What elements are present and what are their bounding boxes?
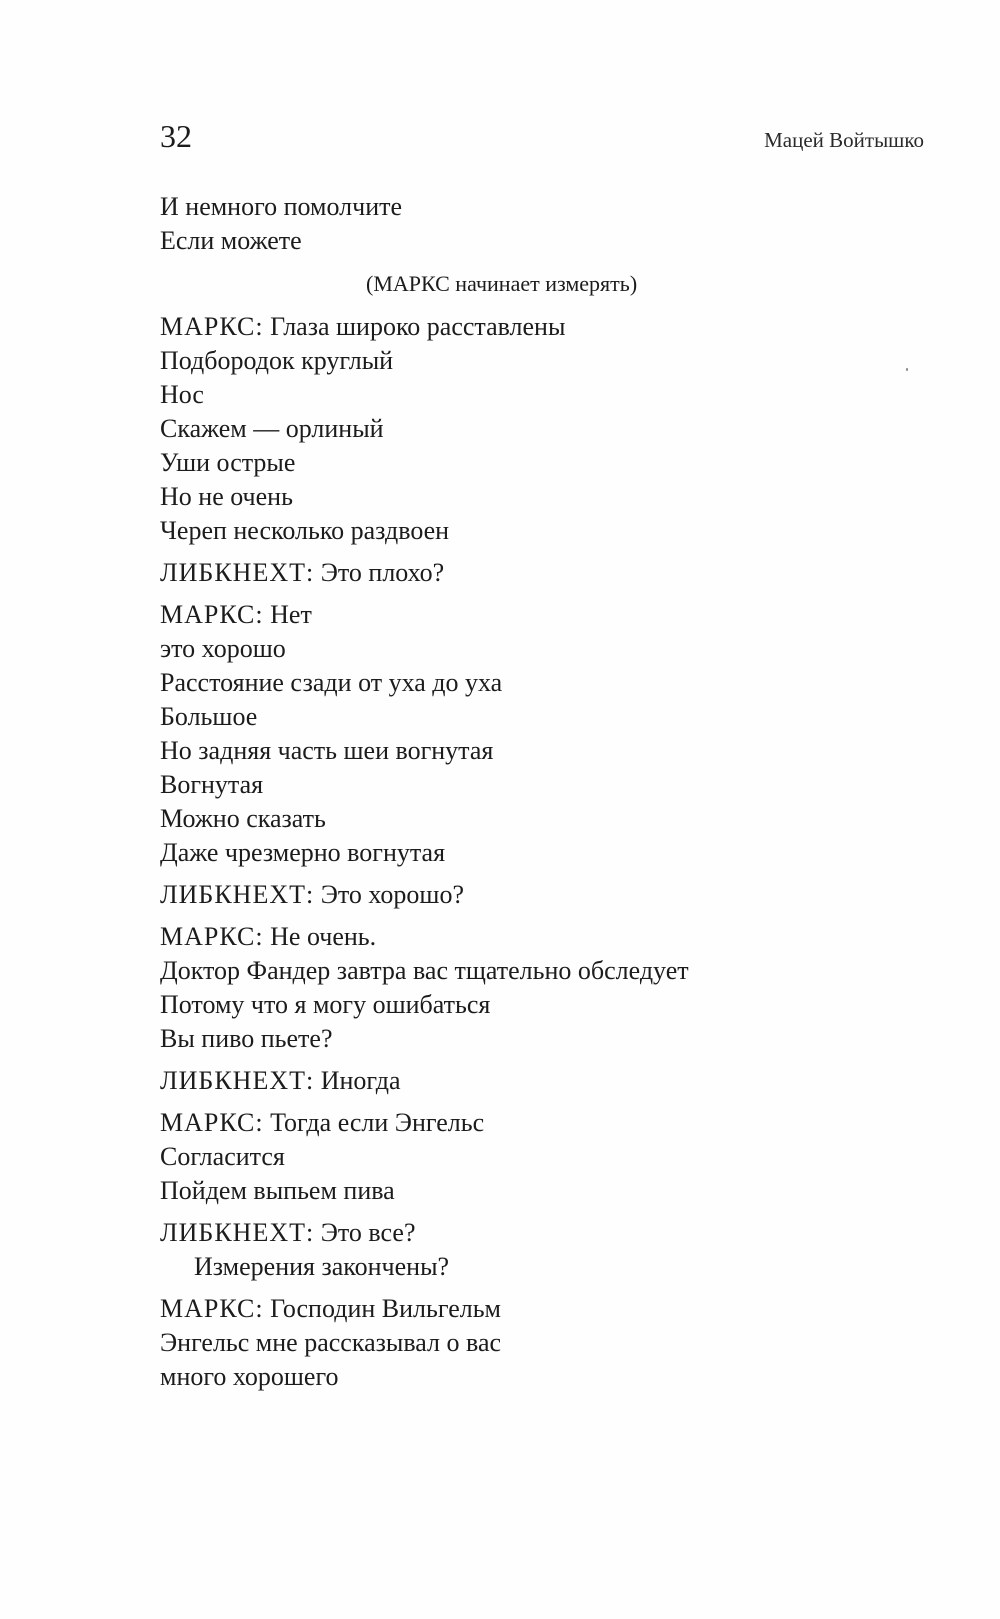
speaker-name: МАРКС: <box>160 600 264 629</box>
text-line: Но задняя часть шеи вогнутая <box>160 736 494 765</box>
text-line: Большое <box>160 702 258 731</box>
speech-block <box>160 1216 920 1284</box>
text-line: Скажем — орлиный <box>160 414 384 443</box>
speech-first-line <box>160 1292 920 1326</box>
continuation-block <box>160 190 920 258</box>
speech-first-line <box>160 1106 920 1140</box>
text-line: Подбородок круглый <box>160 346 394 375</box>
text-line: Нос <box>160 380 204 409</box>
speech-text: Глаза широко расставлены <box>270 312 566 341</box>
speaker-name: МАРКС: <box>160 1294 264 1323</box>
speech-text: Это плохо? <box>320 558 445 587</box>
text-line: Если можете <box>160 226 302 255</box>
speaker-name: МАРКС: <box>160 312 264 341</box>
speech-text: Это хорошо? <box>320 880 464 909</box>
speech-block <box>160 1292 920 1394</box>
speech-first-line <box>160 1216 920 1250</box>
text-line: Даже чрезмерно вогнутая <box>160 838 446 867</box>
speech-first-line <box>160 310 920 344</box>
speaker-name: ЛИБКНЕХТ: <box>160 558 315 587</box>
speech-block <box>160 1064 920 1098</box>
text-line: Доктор Фандер завтра вас тщательно обследует <box>160 956 689 985</box>
speech-block <box>160 1106 920 1208</box>
text-line: Энгельс мне рассказывал о вас <box>160 1328 502 1357</box>
running-head: Мацей Войтышко <box>764 128 924 152</box>
text-line: Уши острые <box>160 448 296 477</box>
text-line: Вы пиво пьете? <box>160 1024 333 1053</box>
speech-first-line <box>160 878 920 912</box>
speech-block <box>160 556 920 590</box>
speech-first-line <box>160 556 920 590</box>
speech-block <box>160 310 920 548</box>
speech-block <box>160 920 920 1056</box>
speech-text: Иногда <box>320 1066 401 1095</box>
speech-text: Нет <box>270 600 312 629</box>
text-line: это хорошо <box>160 634 286 663</box>
page-number: 32 <box>160 118 192 154</box>
speech-text: Господин Вильгельм <box>270 1294 502 1323</box>
play-text <box>160 190 920 1402</box>
print-speck <box>906 368 908 371</box>
text-line: Но не очень <box>160 482 293 511</box>
speech-first-line <box>160 920 920 954</box>
speaker-name: МАРКС: <box>160 922 264 951</box>
text-line-indented: Измерения закончены? <box>194 1252 450 1281</box>
speech-text: Это все? <box>320 1218 416 1247</box>
text-line: Расстояние сзади от уха до уха <box>160 668 503 697</box>
speech-text: Тогда если Энгельс <box>270 1108 485 1137</box>
text-line: Согласится <box>160 1142 285 1171</box>
speech-block <box>160 598 920 870</box>
speaker-name: МАРКС: <box>160 1108 264 1137</box>
text-line: Вогнутая <box>160 770 264 799</box>
speaker-name: ЛИБКНЕХТ: <box>160 880 315 909</box>
text-line: Можно сказать <box>160 804 326 833</box>
text-line: Череп несколько раздвоен <box>160 516 450 545</box>
speech-block <box>160 878 920 912</box>
speaker-name: ЛИБКНЕХТ: <box>160 1218 315 1247</box>
speech-first-line <box>160 598 920 632</box>
speaker-name: ЛИБКНЕХТ: <box>160 1066 315 1095</box>
text-line: И немного помолчите <box>160 192 403 221</box>
text-line: Пойдем выпьем пива <box>160 1176 395 1205</box>
text-line: много хорошего <box>160 1362 339 1391</box>
speech-text: Не очень. <box>270 922 377 951</box>
stage-direction: (МАРКС начинает измерять) <box>366 271 638 296</box>
text-line: Потому что я могу ошибаться <box>160 990 491 1019</box>
speech-first-line <box>160 1064 920 1098</box>
